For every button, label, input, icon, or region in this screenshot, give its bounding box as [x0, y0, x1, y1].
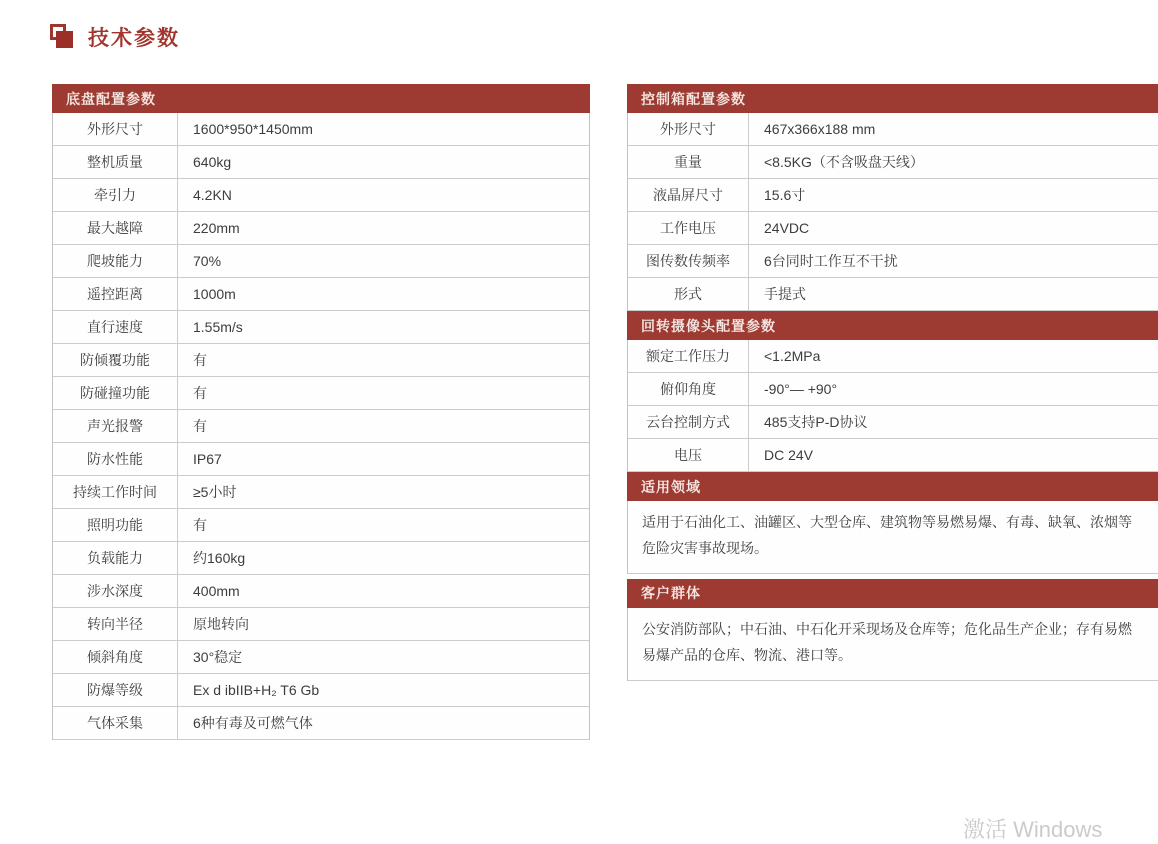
overlapping-squares-icon — [50, 24, 75, 51]
table-row — [53, 377, 589, 410]
row-label: 转向半径 — [53, 608, 178, 640]
row-value: 467x366x188 mm — [764, 121, 876, 137]
table-row — [53, 476, 589, 509]
row-label: 倾斜角度 — [53, 641, 178, 673]
row-label: 遥控距离 — [53, 278, 178, 310]
table-row — [53, 575, 589, 608]
table-row — [53, 509, 589, 542]
table-row — [628, 340, 1158, 373]
table-row — [53, 179, 589, 212]
application-text: 适用于石油化工、油罐区、大型仓库、建筑物等易燃易爆、有毒、缺氧、浓烟等危险灾害事故现场。 — [627, 501, 1158, 574]
row-value: 有 — [193, 385, 207, 401]
table-row — [628, 406, 1158, 439]
row-label: 外形尺寸 — [628, 113, 749, 145]
table-row — [628, 212, 1158, 245]
table-row — [53, 146, 589, 179]
table-row — [53, 311, 589, 344]
application-header: 适用领域 — [627, 472, 1158, 501]
chassis-table-rows — [52, 113, 590, 740]
row-label: 外形尺寸 — [53, 113, 178, 145]
table-row — [53, 641, 589, 674]
table-row — [53, 113, 589, 146]
table-row — [53, 443, 589, 476]
row-value: <8.5KG（不含吸盘天线） — [764, 154, 924, 170]
table-row — [628, 373, 1158, 406]
row-value: Ex d ibIIB+H₂ T6 Gb — [193, 682, 320, 698]
row-label: 防爆等级 — [53, 674, 178, 706]
customers-text: 公安消防部队；中石油、中石化开采现场及仓库等；危化品生产企业；存有易燃易爆产品的仓库、物流、港口等。 — [627, 608, 1158, 681]
table-row — [53, 542, 589, 575]
row-value: ≥5小时 — [193, 484, 237, 500]
table-row — [628, 113, 1158, 146]
row-label: 电压 — [628, 439, 749, 471]
row-value: 30°稳定 — [193, 649, 243, 665]
chassis-table — [52, 84, 590, 740]
row-value: 400mm — [193, 583, 240, 599]
row-label: 负载能力 — [53, 542, 178, 574]
row-value: 6台同时工作互不干扰 — [764, 253, 898, 269]
row-value: IP67 — [193, 451, 222, 467]
table-row — [53, 245, 589, 278]
row-value: 15.6寸 — [764, 187, 806, 203]
row-label: 液晶屏尺寸 — [628, 179, 749, 211]
control-box-header: 控制箱配置参数 — [627, 84, 1158, 113]
row-value: 手提式 — [764, 286, 806, 302]
table-row — [53, 674, 589, 707]
row-value: 1.55m/s — [193, 319, 243, 335]
chassis-table-header: 底盘配置参数 — [52, 84, 590, 113]
row-label: 涉水深度 — [53, 575, 178, 607]
row-label: 俯仰角度 — [628, 373, 749, 405]
page-title-block — [50, 22, 180, 52]
table-row — [628, 278, 1158, 311]
customers-header: 客户群体 — [627, 579, 1158, 608]
row-value: 6种有毒及可燃气体 — [193, 715, 313, 731]
row-value: 1000m — [193, 286, 236, 302]
row-label: 最大越障 — [53, 212, 178, 244]
row-value: 485支持P-D协议 — [764, 414, 868, 430]
table-row — [53, 608, 589, 641]
table-row — [628, 245, 1158, 278]
row-label: 重量 — [628, 146, 749, 178]
windows-activation-watermark: 激活 Windows — [963, 817, 1103, 842]
row-label: 照明功能 — [53, 509, 178, 541]
table-row — [628, 146, 1158, 179]
table-row — [53, 410, 589, 443]
row-label: 整机质量 — [53, 146, 178, 178]
table-row — [53, 212, 589, 245]
row-label: 声光报警 — [53, 410, 178, 442]
table-row — [53, 707, 589, 740]
row-label: 直行速度 — [53, 311, 178, 343]
table-row — [628, 439, 1158, 472]
row-value: -90°— +90° — [764, 381, 838, 397]
row-value: 70% — [193, 253, 222, 269]
row-label: 爬坡能力 — [53, 245, 178, 277]
row-value: 有 — [193, 517, 207, 533]
row-value: <1.2MPa — [764, 348, 821, 364]
table-row — [628, 179, 1158, 212]
row-value: 有 — [193, 418, 207, 434]
row-label: 防水性能 — [53, 443, 178, 475]
row-value: 原地转向 — [193, 616, 249, 632]
row-label: 云台控制方式 — [628, 406, 749, 438]
page-title: 技术参数 — [88, 27, 180, 50]
row-label: 工作电压 — [628, 212, 749, 244]
row-value: 约160kg — [193, 550, 246, 566]
row-label: 防倾覆功能 — [53, 344, 178, 376]
table-row — [53, 278, 589, 311]
row-value: 640kg — [193, 154, 232, 170]
row-label: 气体采集 — [53, 707, 178, 739]
row-label: 额定工作压力 — [628, 340, 749, 372]
table-row — [53, 344, 589, 377]
camera-header: 回转摄像头配置参数 — [627, 311, 1158, 340]
row-value: 有 — [193, 352, 207, 368]
right-panel — [627, 84, 1158, 681]
icon-front-square — [56, 31, 73, 48]
row-value: 220mm — [193, 220, 240, 236]
row-value: DC 24V — [764, 447, 814, 463]
row-label: 形式 — [628, 278, 749, 310]
row-label: 图传数传频率 — [628, 245, 749, 277]
row-value: 24VDC — [764, 220, 810, 236]
row-label: 牵引力 — [53, 179, 178, 211]
camera-rows — [627, 340, 1158, 472]
row-label: 防碰撞功能 — [53, 377, 178, 409]
row-value: 1600*950*1450mm — [193, 121, 313, 137]
row-value: 4.2KN — [193, 187, 232, 203]
control-box-rows — [627, 113, 1158, 311]
row-label: 持续工作时间 — [53, 476, 178, 508]
